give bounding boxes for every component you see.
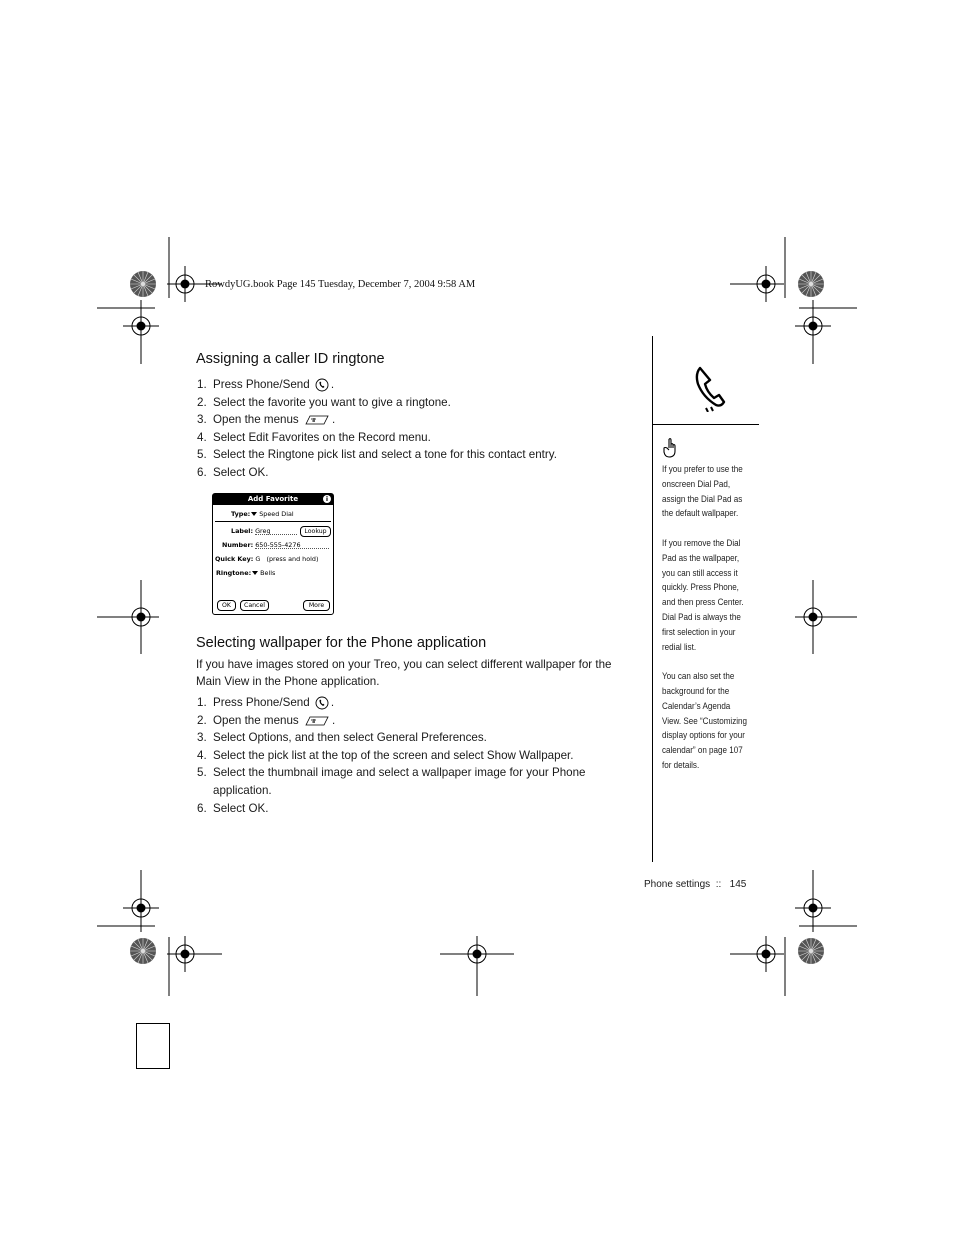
- list-item: 6. Select OK.: [197, 801, 269, 815]
- menu-icon: [304, 414, 330, 426]
- wallpaper-steps: [197, 694, 613, 817]
- label-underline: [255, 534, 297, 535]
- list-item: 1. Press Phone/Send .: [197, 696, 335, 709]
- print-header: RowdyUG.book Page 145 Tuesday, December 7, 2004 9:58 AM: [205, 279, 476, 290]
- page-footer: [644, 879, 746, 890]
- menu-icon: [304, 715, 330, 727]
- ok-button[interactable]: OK: [217, 600, 236, 611]
- dropdown-arrow-icon: [252, 571, 258, 575]
- sidebar-divider: [652, 336, 653, 862]
- tip-text: If you prefer to use the onscreen Dial Pad, assign the Dial Pad as the default wallpaper.: [662, 463, 743, 519]
- page-number: 145: [729, 879, 747, 890]
- tip-hand-icon: [662, 437, 680, 459]
- list-item: 1. Press Phone/Send .: [197, 378, 335, 391]
- list-item: 2. Open the menus .: [197, 713, 336, 727]
- color-wheel-icon: [798, 938, 824, 964]
- quickkey-row: Quick Key: G (press and hold): [215, 555, 319, 563]
- list-item: 5. Select the thumbnail image and select a wallpaper image for your Phone application.: [197, 766, 586, 797]
- footer-separator: ::: [715, 879, 722, 890]
- blank-box: [136, 1023, 170, 1069]
- sidebar-tips: [662, 462, 748, 788]
- list-item: 6. Select OK.: [197, 465, 269, 479]
- section-heading-ringtone: Assigning a caller ID ringtone: [196, 351, 385, 367]
- phone-send-icon: [315, 696, 329, 710]
- section-heading-wallpaper: Selecting wallpaper for the Phone application: [196, 635, 487, 651]
- color-wheel-icon: [130, 938, 156, 964]
- number-underline: [255, 548, 329, 549]
- sidebar-rule: [652, 424, 759, 425]
- footer-section: Phone settings: [644, 879, 711, 890]
- tip-text: If you remove the Dial Pad as the wallpaper, you can still access it quickly. Press Phone, and then press Center. Dial Pad is always the first selection in your redial list.: [662, 536, 744, 652]
- list-item: 4. Select the pick list at the top of the screen and select Show Wallpaper.: [197, 748, 574, 762]
- list-item: 2. Select the favorite you want to give a ringtone.: [197, 395, 451, 409]
- more-button[interactable]: More: [303, 600, 330, 611]
- wallpaper-intro: If you have images stored on your Treo, you can select different wallpaper for the Main View in the Phone application.: [196, 658, 612, 688]
- phone-send-icon: [315, 378, 329, 392]
- color-wheel-icon: [798, 271, 824, 297]
- number-row: Number: 650-555-4276: [222, 541, 301, 549]
- phone-handset-icon: [694, 364, 728, 412]
- divider: [215, 521, 331, 522]
- list-item: 3. Select Options, and then select General Preferences.: [197, 731, 487, 745]
- ringtone-row: Ringtone: Bells: [216, 569, 276, 577]
- type-row: Type: Speed Dial: [231, 510, 294, 518]
- ringtone-steps: [197, 376, 557, 482]
- info-icon: i: [323, 495, 331, 503]
- color-wheel-icon: [130, 271, 156, 297]
- screen-title: Add Favorite: [213, 494, 333, 505]
- cancel-button[interactable]: Cancel: [240, 600, 269, 611]
- list-item: 4. Select Edit Favorites on the Record menu.: [197, 430, 431, 444]
- list-item: 5. Select the Ringtone pick list and select a tone for this contact entry.: [197, 448, 557, 462]
- dropdown-arrow-icon: [251, 512, 257, 516]
- lookup-button[interactable]: Lookup: [300, 526, 331, 537]
- list-item: 3. Open the menus .: [197, 413, 336, 427]
- tip-text: You can also set the background for the Calendar’s Agenda View. See “Customizing display options for your calendar” on page 107 for details.: [662, 670, 748, 770]
- label-row: Label: Greg: [231, 527, 271, 535]
- add-favorite-screenshot: [212, 493, 334, 615]
